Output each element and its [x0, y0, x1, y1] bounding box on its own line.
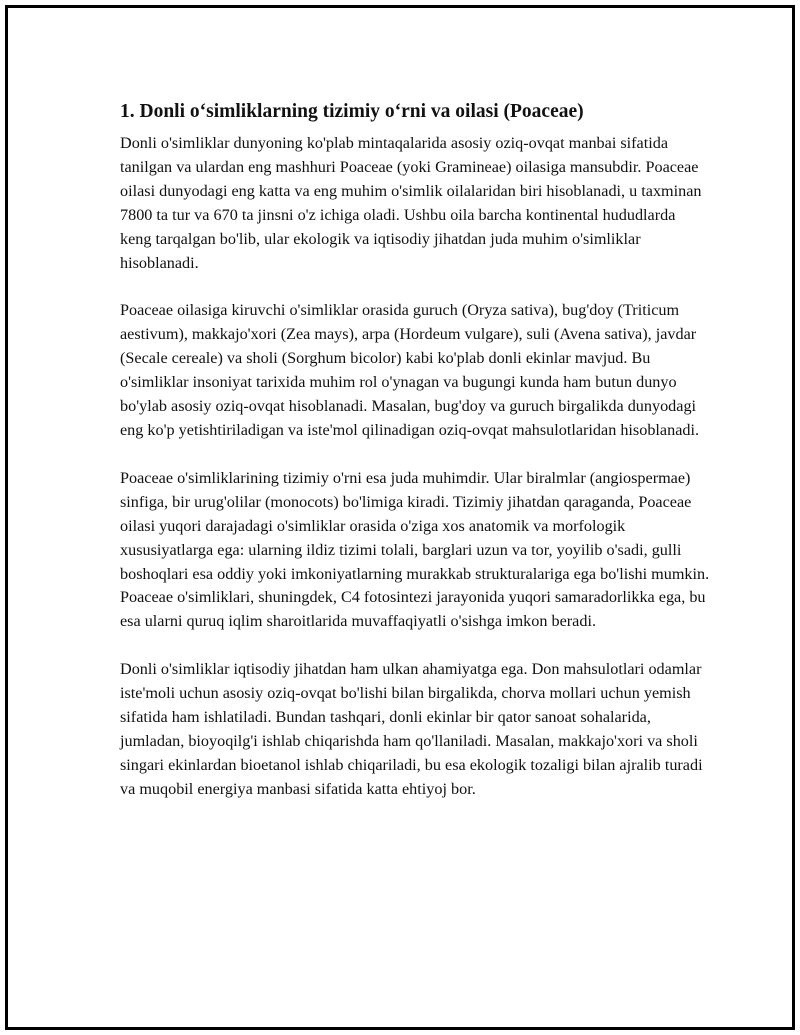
paragraph-2: Poaceae oilasiga kiruvchi o'simliklar orasida guruch (Oryza sativa), bug'doy (Triticum aestivum), makkajo'xori (Zea mays), arpa (Hordeum vulgare), suli (Avena sativa), javdar (Secale cereale) va sholi (Sorghum bicolor) kabi ko'plab donli ekinlar mavjud. Bu o'simliklar insoniyat tarixida muhim rol o'ynagan va bugungi kunda ham butun dunyo bo'ylab asosiy oziq-ovqat hisoblanadi. Masalan, bug'doy va guruch birgalikda dunyodagi eng ko'p yetishtiriladigan va iste'mol qilinadigan oziq-ovqat mahsulotlaridan hisoblanadi. — [120, 301, 700, 439]
section-heading: 1. Donli o‘simliklarning tizimiy o‘rni va oilasi (Poaceae) — [120, 101, 584, 122]
page-frame — [5, 5, 795, 1030]
paragraph-3: Poaceae o'simliklarining tizimiy o'rni esa juda muhimdir. Ular biralmlar (angiospermae) sinfiga, bir urug'olilar (monocots) bo'limiga kiradi. Tizimiy jihatdan qaraganda, Poaceae oilasi yuqori darajadagi o'simliklar orasida o'ziga xos anatomik va morfologik xususiyatlarga ega: ularning ildiz tizimi tolali, barglari uzun va tor, yoyilib o'sadi, gulli boshoqlari esa oddiy yoki imkoniyatlarning murakkab strukturalariga ega bo'lishi mumkin. Poaceae o'simliklari, shuningdek, C4 fotosintezi jarayonida yuqori samaradorlikka ega, bu esa ularni quruq iqlim sharoitlarida muvaffaqiyatli o'sishga imkon beradi. — [120, 468, 710, 631]
paragraph-1: Donli o'simliklar dunyoning ko'plab mintaqalarida asosiy oziq-ovqat manbai sifatida tanilgan va ulardan eng mashhuri Poaceae (yoki Gramineae) oilasiga mansubdir. Poaceae oilasi dunyodagi eng katta va eng muhim o'simlik oilalaridan biri hisoblanadi, u taxminan 7800 ta tur va 670 ta jinsni o'z ichiga oladi. Ushbu oila barcha kontinental hududlarda keng tarqalgan bo'lib, ular ekologik va iqtisodiy jihatdan juda muhim o'simliklar hisoblanadi. — [120, 134, 702, 272]
paragraph-4: Donli o'simliklar iqtisodiy jihatdan ham ulkan ahamiyatga ega. Don mahsulotlari odamlar iste'moli uchun asosiy oziq-ovqat bo'lishi bilan birgalikda, chorva mollari uchun yemish sifatida ham ishlatiladi. Bundan tashqari, donli ekinlar bir qator sanoat sohalarida, jumladan, bioyoqilg'i ishlab chiqarishda ham qo'llaniladi. Masalan, makkajo'xori va sholi singari ekinlardan bioetanol ishlab chiqariladi, bu esa ekologik tozaligi bilan ajralib turadi va muqobil energiya manbasi sifatida katta ehtiyoj bor. — [120, 660, 703, 798]
document-body — [120, 98, 710, 826]
